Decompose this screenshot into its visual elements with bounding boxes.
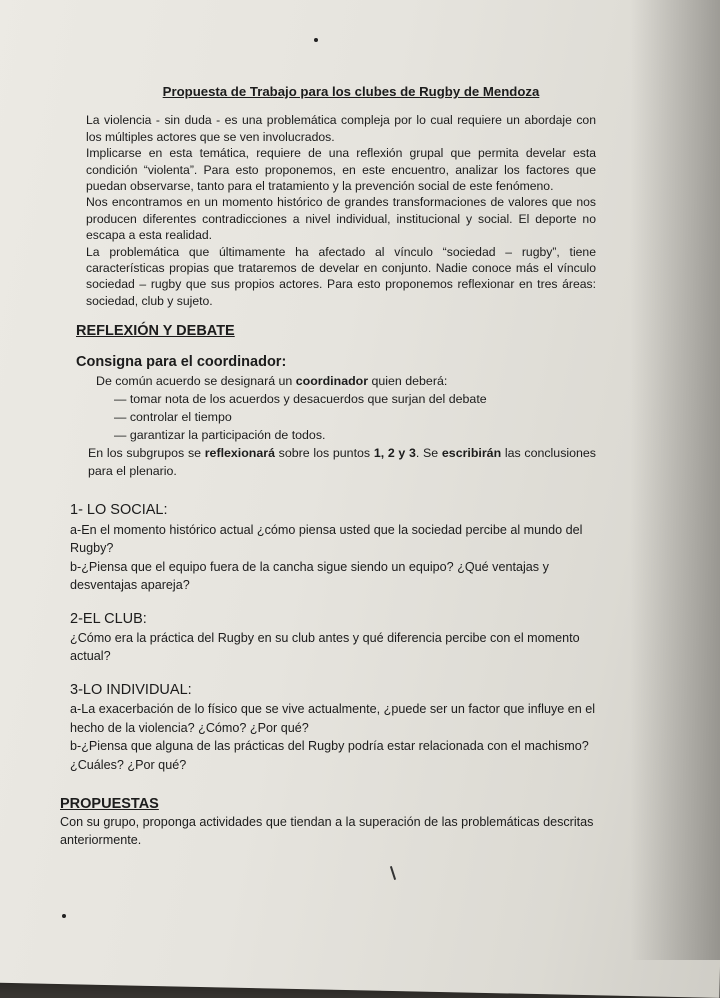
intro-paragraph: Nos encontramos en un momento histórico de grandes transformaciones de valores que nos producen diferentes contradicciones a nivel individual, institucional y social. El deporte no escapa a esta realidad. xyxy=(86,195,596,243)
lead-text: De común acuerdo se designará un xyxy=(96,374,296,389)
reflexion-heading: REFLEXIÓN Y DEBATE xyxy=(76,323,235,340)
note-text: . Se xyxy=(415,446,442,461)
question: b-¿Piensa que el equipo fuera de la cancha sigue siendo un equipo? ¿Qué ventajas y desventajas apareja? xyxy=(70,559,549,592)
intro-paragraph: La problemática que últimamente ha afectado al vínculo “sociedad – rugby”, tiene características propias que trataremos de develar en conjunto. Nadie conoce más el vínculo sociedad – rugby que sus propios actores. Para esto proponemos reflexionar en tres áreas: sociedad, club y sujeto. xyxy=(86,244,596,308)
propuestas-text: Con su grupo, proponga actividades que tiendan a la superación de las problemáticas descritas anteriormente. xyxy=(60,814,594,848)
document-title: Propuesta de Trabajo para los clubes de Rugby de Mendoza xyxy=(162,84,540,99)
intro-paragraph: La violencia - sin duda - es una problemática compleja por lo cual requiere un abordaje con los múltiples actores que se ven involucrados. xyxy=(86,113,596,144)
section-heading-individual: 3-LO INDIVIDUAL: xyxy=(70,681,192,698)
note-text: sobre los puntos xyxy=(274,446,374,461)
question: b-¿Piensa que alguna de las prácticas del Rugby podría estar relacionada con el machismo? ¿Cuáles? ¿Por qué? xyxy=(70,739,589,772)
lead-bold: coordinador xyxy=(295,374,369,389)
intro-section xyxy=(86,112,596,309)
list-item: — controlar el tiempo xyxy=(114,408,596,426)
note-bold: reflexionará xyxy=(204,446,275,461)
consigna-lead xyxy=(96,372,596,390)
note-text: las conclusiones para el plenario. xyxy=(88,446,597,479)
ink-speck xyxy=(314,38,318,42)
question: a-En el momento histórico actual ¿cómo piensa usted que la sociedad percibe al mundo del Rugby? xyxy=(70,522,583,555)
list-item: — tomar nota de los acuerdos y desacuerdos que surjan del debate xyxy=(114,390,596,408)
list-item: — garantizar la participación de todos. xyxy=(114,426,596,444)
intro-paragraph: Implicarse en esta temática, requiere de una reflexión grupal que permita develar esta condición “violenta”. Para esto proponemos, en este encuentro, analizar los factores que puedan observarse, tanto para el tratamiento y la prevención social de este fenómeno. xyxy=(86,146,596,194)
document-body xyxy=(60,84,597,850)
note-bold: escribirán xyxy=(441,446,502,461)
consigna-body xyxy=(88,372,597,480)
section-heading-club: 2-EL CLUB: xyxy=(70,610,147,627)
note-bold: 1, 2 y 3 xyxy=(373,446,416,461)
consigna-title: Consigna para el coordinador: xyxy=(76,353,287,370)
question: a-La exacerbación de lo físico que se vive actualmente, ¿puede ser un factor que influye en el hecho de la violencia? ¿Cómo? ¿Por qué? xyxy=(70,702,596,735)
section-heading-social: 1- LO SOCIAL: xyxy=(70,502,168,519)
question: ¿Cómo era la práctica del Rugby en su club antes y qué diferencia percibe con el momento actual? xyxy=(70,630,580,664)
ink-speck xyxy=(62,914,66,918)
lead-text: quien deberá: xyxy=(368,374,448,389)
subgroups-note xyxy=(88,444,596,480)
consigna-list xyxy=(114,390,596,444)
note-text: En los subgrupos se xyxy=(88,446,205,461)
propuestas-heading: PROPUESTAS xyxy=(60,796,159,813)
